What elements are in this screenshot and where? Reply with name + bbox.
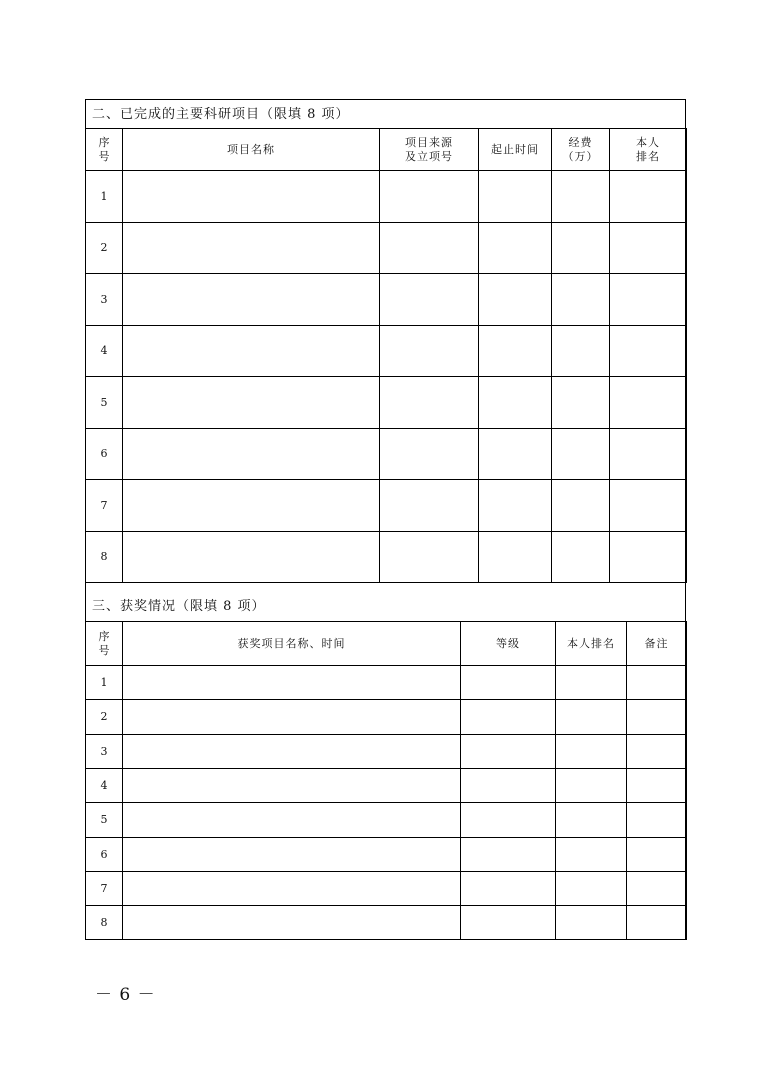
remarks-cell[interactable] bbox=[627, 803, 687, 838]
project-source-cell[interactable] bbox=[380, 480, 479, 532]
level-cell[interactable] bbox=[461, 735, 556, 769]
remarks-cell[interactable] bbox=[627, 906, 687, 940]
level-cell[interactable] bbox=[461, 769, 556, 803]
award-name-cell[interactable] bbox=[123, 803, 461, 838]
table-row bbox=[86, 838, 687, 872]
remarks-cell[interactable] bbox=[627, 700, 687, 735]
rank-cell[interactable] bbox=[610, 326, 687, 377]
remarks-cell[interactable] bbox=[627, 872, 687, 906]
row-index: 6 bbox=[86, 838, 123, 872]
award-name-cell[interactable] bbox=[123, 906, 461, 940]
project-name-cell[interactable] bbox=[123, 480, 380, 532]
rank-cell[interactable] bbox=[610, 429, 687, 480]
section3-title: 三、获奖情况（限填 8 项） bbox=[92, 599, 266, 614]
rank-cell[interactable] bbox=[556, 838, 627, 872]
header-funds: 经费 （万） bbox=[552, 129, 610, 171]
row-index: 8 bbox=[86, 906, 123, 940]
header-rank: 本人排名 bbox=[556, 622, 627, 666]
table-row bbox=[86, 906, 687, 940]
rank-cell[interactable] bbox=[610, 223, 687, 274]
project-source-cell[interactable] bbox=[380, 532, 479, 583]
row-index: 8 bbox=[86, 532, 123, 583]
level-cell[interactable] bbox=[461, 666, 556, 700]
project-source-cell[interactable] bbox=[380, 377, 479, 429]
row-index: 2 bbox=[86, 223, 123, 274]
row-index: 3 bbox=[86, 735, 123, 769]
rank-cell[interactable] bbox=[610, 377, 687, 429]
row-index: 1 bbox=[86, 666, 123, 700]
row-index: 7 bbox=[86, 872, 123, 906]
period-cell[interactable] bbox=[479, 480, 552, 532]
project-source-cell[interactable] bbox=[380, 223, 479, 274]
funds-cell[interactable] bbox=[552, 223, 610, 274]
row-index: 7 bbox=[86, 480, 123, 532]
header-index: 序 号 bbox=[86, 622, 123, 666]
rank-cell[interactable] bbox=[610, 480, 687, 532]
page-number: － 6 － bbox=[95, 985, 156, 1005]
row-index: 6 bbox=[86, 429, 123, 480]
row-index: 4 bbox=[86, 769, 123, 803]
table-row bbox=[86, 700, 687, 735]
header-remarks: 备注 bbox=[627, 622, 687, 666]
award-name-cell[interactable] bbox=[123, 872, 461, 906]
project-name-cell[interactable] bbox=[123, 532, 380, 583]
table-row bbox=[86, 429, 687, 480]
row-index: 1 bbox=[86, 171, 123, 223]
rank-cell[interactable] bbox=[556, 666, 627, 700]
header-rank: 本人 排名 bbox=[610, 129, 687, 171]
level-cell[interactable] bbox=[461, 700, 556, 735]
award-name-cell[interactable] bbox=[123, 735, 461, 769]
project-source-cell[interactable] bbox=[380, 274, 479, 326]
project-name-cell[interactable] bbox=[123, 429, 380, 480]
rank-cell[interactable] bbox=[556, 735, 627, 769]
table-row bbox=[86, 803, 687, 838]
table-row bbox=[86, 274, 687, 326]
rank-cell[interactable] bbox=[610, 274, 687, 326]
row-index: 5 bbox=[86, 377, 123, 429]
header-index: 序 号 bbox=[86, 129, 123, 171]
rank-cell[interactable] bbox=[556, 769, 627, 803]
remarks-cell[interactable] bbox=[627, 769, 687, 803]
award-name-cell[interactable] bbox=[123, 666, 461, 700]
project-name-cell[interactable] bbox=[123, 171, 380, 223]
award-name-cell[interactable] bbox=[123, 700, 461, 735]
table-row bbox=[86, 872, 687, 906]
period-cell[interactable] bbox=[479, 223, 552, 274]
table-row bbox=[86, 480, 687, 532]
table-row bbox=[86, 171, 687, 223]
row-index: 5 bbox=[86, 803, 123, 838]
remarks-cell[interactable] bbox=[627, 735, 687, 769]
research-projects-table bbox=[85, 128, 687, 583]
header-award-name: 获奖项目名称、时间 bbox=[123, 622, 461, 666]
table-row bbox=[86, 223, 687, 274]
project-source-cell[interactable] bbox=[380, 171, 479, 223]
remarks-cell[interactable] bbox=[627, 666, 687, 700]
funds-cell[interactable] bbox=[552, 326, 610, 377]
funds-cell[interactable] bbox=[552, 274, 610, 326]
table-row bbox=[86, 532, 687, 583]
level-cell[interactable] bbox=[461, 803, 556, 838]
remarks-cell[interactable] bbox=[627, 838, 687, 872]
table-row bbox=[86, 377, 687, 429]
table-row bbox=[86, 666, 687, 700]
level-cell[interactable] bbox=[461, 838, 556, 872]
awards-table bbox=[85, 621, 687, 940]
section2-title: 二、已完成的主要科研项目（限填 8 项） bbox=[92, 107, 350, 122]
header-level: 等级 bbox=[461, 622, 556, 666]
header-project-name: 项目名称 bbox=[123, 129, 380, 171]
period-cell[interactable] bbox=[479, 532, 552, 583]
table-header-row bbox=[86, 129, 687, 171]
project-name-cell[interactable] bbox=[123, 326, 380, 377]
header-project-source: 项目来源 及立项号 bbox=[380, 129, 479, 171]
period-cell[interactable] bbox=[479, 429, 552, 480]
table-row bbox=[86, 326, 687, 377]
row-index: 4 bbox=[86, 326, 123, 377]
period-cell[interactable] bbox=[479, 171, 552, 223]
table-header-row bbox=[86, 622, 687, 666]
table-row bbox=[86, 735, 687, 769]
level-cell[interactable] bbox=[461, 906, 556, 940]
rank-cell[interactable] bbox=[610, 532, 687, 583]
level-cell[interactable] bbox=[461, 872, 556, 906]
row-index: 3 bbox=[86, 274, 123, 326]
rank-cell[interactable] bbox=[556, 872, 627, 906]
header-period: 起止时间 bbox=[479, 129, 552, 171]
award-name-cell[interactable] bbox=[123, 838, 461, 872]
funds-cell[interactable] bbox=[552, 480, 610, 532]
project-name-cell[interactable] bbox=[123, 377, 380, 429]
project-source-cell[interactable] bbox=[380, 326, 479, 377]
award-name-cell[interactable] bbox=[123, 769, 461, 803]
row-index: 2 bbox=[86, 700, 123, 735]
funds-cell[interactable] bbox=[552, 377, 610, 429]
rank-cell[interactable] bbox=[556, 803, 627, 838]
period-cell[interactable] bbox=[479, 274, 552, 326]
rank-cell[interactable] bbox=[610, 171, 687, 223]
table-row bbox=[86, 769, 687, 803]
project-name-cell[interactable] bbox=[123, 223, 380, 274]
project-name-cell[interactable] bbox=[123, 274, 380, 326]
rank-cell[interactable] bbox=[556, 906, 627, 940]
rank-cell[interactable] bbox=[556, 700, 627, 735]
project-source-cell[interactable] bbox=[380, 429, 479, 480]
period-cell[interactable] bbox=[479, 377, 552, 429]
period-cell[interactable] bbox=[479, 326, 552, 377]
funds-cell[interactable] bbox=[552, 171, 610, 223]
funds-cell[interactable] bbox=[552, 532, 610, 583]
funds-cell[interactable] bbox=[552, 429, 610, 480]
